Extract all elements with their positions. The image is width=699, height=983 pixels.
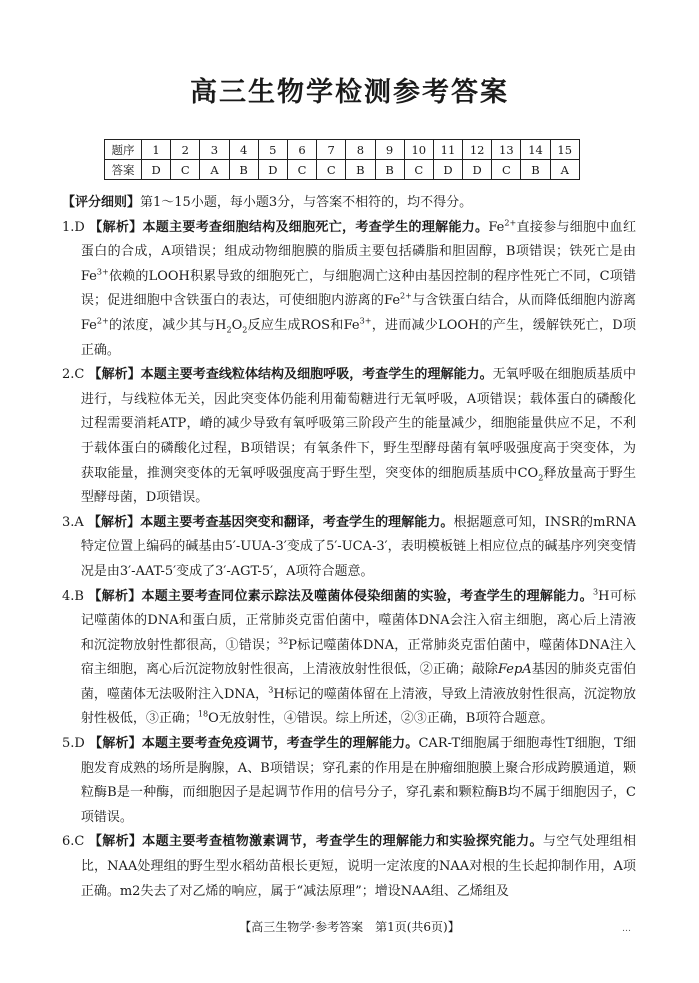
- answer-cell: C: [317, 160, 346, 180]
- answer-cell: C: [171, 160, 200, 180]
- answer-cell: A: [200, 160, 229, 180]
- question-number-cell: 14: [521, 140, 550, 160]
- answer-cell: C: [492, 160, 521, 180]
- question-2-explanation: 2.C 【解析】本题主要考查线粒体结构及细胞呼吸，考查学生的理解能力。无氧呼吸在细胞质基质中进行，与线粒体无关，因此突变体仍能利用葡萄糖进行无氧呼吸，A项错误；载体蛋白的磷酸化过程需要消耗ATP，嵴的减少导致有氧呼吸第三阶段产生的能量减少，细胞能量供应不足，不利于载体蛋白的磷酸化过程，B项错误；有氧条件下，野生型酵母菌有氧呼吸强度高于突变体，为获取能量，推测突变体的无氧呼吸强度高于野生型，突变体的细胞质基质中$CO_2$释放量高于野生型酵母菌，D项错误。: [62, 367, 636, 506]
- answer-explanations: [62, 191, 636, 904]
- answer-cell: D: [463, 160, 492, 180]
- question-number-cell: 11: [433, 140, 462, 160]
- page-title: 高三生物学检测参考答案: [190, 77, 509, 108]
- question-number-cell: 10: [404, 140, 433, 160]
- question-number-cell: 3: [200, 140, 229, 160]
- question-number-cell: 1: [142, 140, 171, 160]
- answer-cell: B: [375, 160, 404, 180]
- answer-cell: B: [346, 160, 375, 180]
- answer-cell: B: [229, 160, 258, 180]
- question-3-explanation: 3.A 【解析】本题主要考查基因突变和翻译，考查学生的理解能力。根据题意可知，INSR的mRNA特定位置上编码的碱基由5′-UUA-3′变成了5′-UCA-3′，表明模板链上相应位点的碱基序列突变情况是由3′-AAT-5′变成了3′-AGT-5′，A项符合题意。: [62, 514, 636, 579]
- question-number-cell: 4: [229, 140, 258, 160]
- question-1-explanation: 1.D 【解析】本题主要考查细胞结构及细胞死亡，考查学生的理解能力。$Fe^{2+}$直接参与细胞中血红蛋白的合成，A项错误；组成动物细胞膜的脂质主要包括磷脂和胆固醇，B项错误；铁死亡是由$Fe^{3+}$依赖的LOOH积累导致的细胞死亡，与细胞凋亡这种由基因控制的程序性死亡不同，C项错误；促进细胞中含铁蛋白的表达，可使细胞内游离的$Fe^{2+}$与含铁蛋白结合，从而降低细胞内游离$Fe^{2+}$的浓度，减少其与$H_2O_2$反应生成ROS和$Fe^{3+}$，进而减少LOOH的产生，缓解铁死亡，D项正确。: [62, 218, 636, 358]
- answer-table: [104, 139, 580, 180]
- answer-cell: D: [258, 160, 287, 180]
- answer-cell: A: [550, 160, 579, 180]
- answer-cell: C: [404, 160, 433, 180]
- answer-cell: D: [142, 160, 171, 180]
- question-number-cell: 2: [171, 140, 200, 160]
- question-number-cell: 8: [346, 140, 375, 160]
- answer-cell: C: [287, 160, 316, 180]
- question-number-cell: 5: [258, 140, 287, 160]
- question-number-cell: 7: [317, 140, 346, 160]
- question-5-explanation: 5.D 【解析】本题主要考查免疫调节，考查学生的理解能力。CAR-T细胞属于细胞毒性T细胞，T细胞发育成熟的场所是胸腺，A、B项错误；穿孔素的作用是在肿瘤细胞膜上聚合形成跨膜通道，颗粒酶B是一种酶，而细胞因子是起调节作用的信号分子，穿孔素和颗粒酶B均不属于细胞因子，C项错误。: [62, 736, 636, 825]
- question-number-cell: 9: [375, 140, 404, 160]
- answer-cell: B: [521, 160, 550, 180]
- answer-cell: D: [433, 160, 462, 180]
- question-number-cell: 15: [550, 140, 579, 160]
- table-header-cell: 答案: [105, 160, 142, 180]
- question-6-explanation: 6.C 【解析】本题主要考查植物激素调节，考查学生的理解能力和实验探究能力。与空气处理组相比，NAA处理组的野生型水稻幼苗根长更短，说明一定浓度的NAA对根的生长起抑制作用，A项正确。m2失去了对乙烯的响应，属于“减法原理”；增设NAA组、乙烯组及: [62, 834, 636, 899]
- page-footer: 【高三生物学·参考答案 第1页(共6页)】: [239, 920, 460, 934]
- scoring-rule: 【评分细则】第1～15小题，每小题3分，与答案不相符的，均不得分。: [62, 195, 473, 210]
- question-number-cell: 6: [287, 140, 316, 160]
- table-header-cell: 题序: [105, 140, 142, 160]
- answer-table-answer-row: [105, 160, 580, 180]
- answer-table-number-row: [105, 140, 580, 160]
- question-4-explanation: 4.B 【解析】本题主要考查同位素示踪法及噬菌体侵染细菌的实验，考查学生的理解能力。$^3$H可标记噬菌体的DNA和蛋白质，正常肺炎克雷伯菌中，噬菌体DNA会注入宿主细胞，离心后上清液和沉淀物放射性都很高，①错误；$^{32}$P标记噬菌体DNA，正常肺炎克雷伯菌中，噬菌体DNA注入宿主细胞，离心后沉淀物放射性很高，上清液放射性很低，②正确；敲除FepA基因的肺炎克雷伯菌，噬菌体无法吸附注入DNA，$^3$H标记的噬菌体留在上清液，导致上清液放射性很高，沉淀物放射性极低，③正确；$^{18}$O无放射性，④错误。综上所述，②③正确，B项符合题意。: [62, 587, 637, 727]
- question-number-cell: 13: [492, 140, 521, 160]
- corner-mark: …: [622, 924, 631, 934]
- question-number-cell: 12: [463, 140, 492, 160]
